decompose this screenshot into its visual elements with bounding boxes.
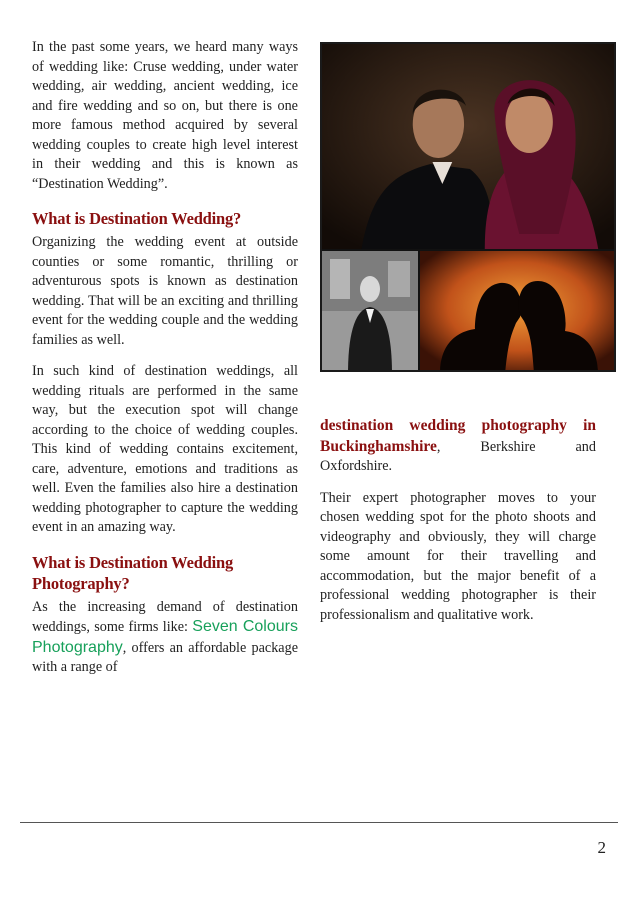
paragraph-organizing: Organizing the wedding event at outside counties or some romantic, thrilling or adventurous spots is known as destination wedding. That will be an exciting and thrilling event for the wedding couple and the wedding families as well. [32,234,298,348]
couple-portrait-image [322,44,614,249]
heading-destination-photography: What is Destination Wedding Photography? [32,552,234,593]
right-column [320,416,596,625]
intro-paragraph: In the past some years, we heard many ways of wedding like: Cruse wedding, under water wedding, air wedding, ancient wedding, ice and fire wedding and so on, but there is one more famous method acquired by several wedding couples to create high level interest in their wedding and this is known as “Destination Wedding”. [32,39,298,192]
buckinghamshire-paragraph [320,416,596,477]
footer-divider [20,822,618,823]
groom-photo-image [322,251,418,372]
counties-text: , Berkshire and Oxfordshire. [320,438,596,474]
seven-colours-link[interactable]: Seven Colours Photography [32,618,298,656]
paragraph-expert-photographer: Their expert photographer moves to your chosen wedding spot for the photo shoots and videography and obviously, they will charge some amount for their travelling and accommodation, but the major benefit of a professional wedding photographer is their professionalism and qualitative work. [320,489,596,623]
page-number: 2 [597,838,606,857]
photography-highlight-link[interactable]: destination wedding photography in Buckinghamshire [320,417,596,455]
demand-text: As the increasing demand of destination weddings, some firms like: [32,598,298,635]
heading-destination-wedding: What is Destination Wedding? [32,209,242,228]
wedding-photo-collage [320,42,616,372]
silhouette-couple-image [420,251,616,372]
demand-text-after: , offers an affordable package with a range of [32,639,298,675]
paragraph-rituals: In such kind of destination weddings, all wedding rituals are performed in the same way, but the execution spot will change according to the choice of wedding couples. This kind of wedding contains excitement, care, adventure, emotions and traditions as well. Even the families also hire a destination wedding photographer to capture the wedding event in an amazing way. [32,363,298,535]
paragraph-demand [32,598,298,678]
left-column [32,38,298,678]
